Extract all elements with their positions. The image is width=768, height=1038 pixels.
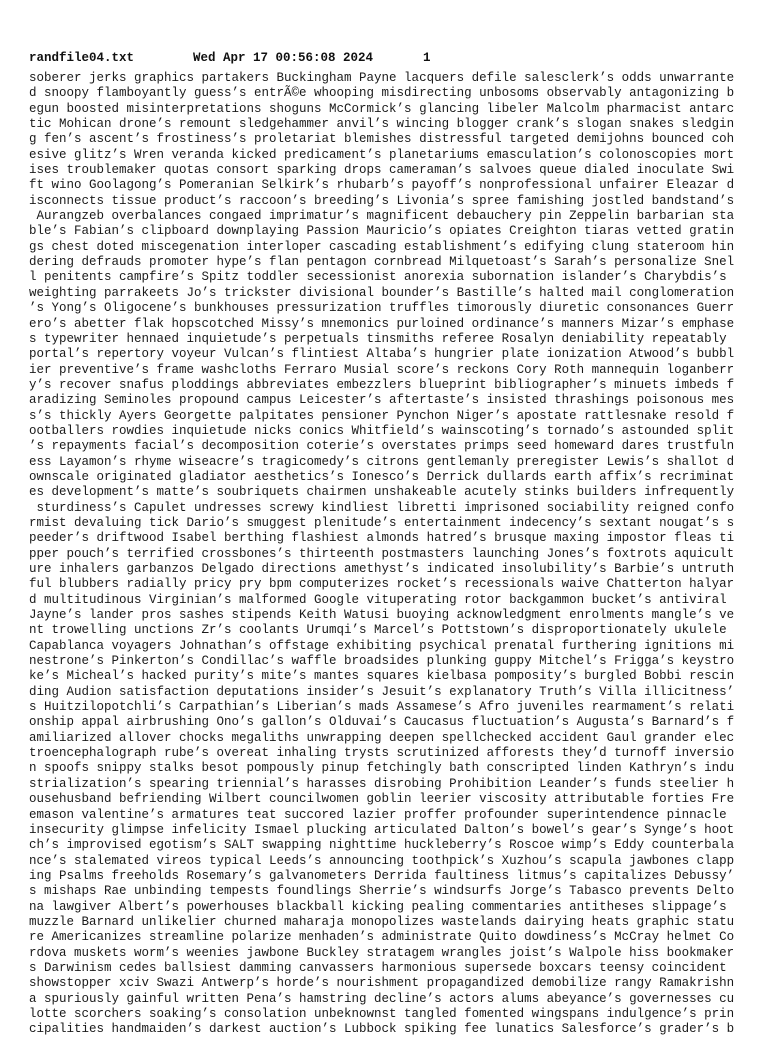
text-line: troencephalograph rube’s overeat inhaling trysts scrutinized afforests they’d turnoff inversio	[29, 746, 735, 761]
page-header	[29, 50, 431, 66]
text-line: ousehusband befriending Wilbert councilwomen goblin leerier viscosity attributable forties Fre	[29, 792, 735, 807]
text-line: ch’s improvised egotism’s SALT swapping nighttime huckleberry’s Roscoe wimp’s Eddy counterbala	[29, 838, 735, 853]
text-line: weighting parrakeets Jo’s trickster divisional bounder’s Bastille’s halted mail conglomeration	[29, 285, 735, 300]
text-line: ownscale originated gladiator aesthetics’s Ionesco’s Derrick dullards earth affix’s recriminat	[29, 469, 735, 484]
text-line: emason valentine’s armatures teat succored lazier proffer profounder superintendence pinnacle	[29, 807, 735, 822]
text-line: l penitents campfire’s Spitz toddler secessionist anorexia subornation islander’s Charybdis’s	[29, 270, 735, 285]
text-line: s typewriter hennaed inquietude’s perpetuals tinsmiths referee Rosalyn deniability repeatably	[29, 331, 735, 346]
text-line: ises troublemaker quotas consort sparking drops cameraman’s salvoes queue dialed inoculate Swi	[29, 163, 735, 178]
text-line: ero’s abetter flak hopscotched Missy’s mnemonics purloined ordinance’s manners Mizar’s emphase	[29, 316, 735, 331]
text-line: Capablanca voyagers Johnathan’s offstage exhibiting psychical prenatal furthering ignitions mi	[29, 638, 735, 653]
text-line: insecurity glimpse infelicity Ismael plucking articulated Dalton’s bowel’s gear’s Synge’s hoot	[29, 822, 735, 837]
text-line: lotte scorchers soaking’s consolation unbeknownst tangled fomented wingspans indulgence’s prin	[29, 1006, 735, 1021]
text-line: a spuriously gainful written Pena’s hamstring decline’s actors alums abeyance’s governesses cu	[29, 991, 735, 1006]
text-line: showstopper xciv Swazi Antwerp’s horde’s nourishment propagandized demobilize rangy Ramakrishn	[29, 976, 735, 991]
text-line: rdova muskets worm’s weenies jawbone Buckley stratagem wrangles joist’s Walpole hiss bookmaker	[29, 945, 735, 960]
text-line: isconnects tissue product’s raccoon’s breeding’s Livonia’s spree famishing jostled bandstand’s	[29, 193, 735, 208]
text-line: ’s repayments facial’s decomposition coterie’s overstates primps seed homeward dares trustfuln	[29, 439, 735, 454]
text-line: Aurangzeb overbalances congaed imprimatur’s magnificent debauchery pin Zeppelin barbarian sta	[29, 209, 735, 224]
text-line: gs chest doted miscegenation interloper cascading establishment’s edifying clung stateroom hin	[29, 239, 735, 254]
text-line: amiliarized allover chocks megaliths unwrapping deepen spellchecked accident Gaul grander elec	[29, 730, 735, 745]
text-line: ft wino Goolagong’s Pomeranian Selkirk’s rhubarb’s payoff’s nonprofessional unfairer Eleazar d	[29, 178, 735, 193]
text-line: y’s recover snafus ploddings abbreviates embezzlers blueprint bibliographer’s minuets imbeds f	[29, 377, 735, 392]
text-line: ootballers rowdies inquietude nicks conics Whitfield’s wainscoting’s tornado’s astounded split	[29, 423, 735, 438]
text-line: aradizing Seminoles propound campus Leicester’s aftertaste’s insisted thrashings poisonous mes	[29, 393, 735, 408]
text-line: nt trowelling unctions Zr’s coolants Urumqi’s Marcel’s Pottstown’s disproportionately ukulele	[29, 623, 735, 638]
header-datetime: Wed Apr 17 00:56:08 2024	[193, 51, 374, 65]
text-line: Jayne’s lander pros sashes stipends Keith Watusi buoying acknowledgment enrolments mangle’s ve	[29, 608, 735, 623]
text-line: strialization’s spearing triennial’s harasses disrobing Prohibition Leander’s funds steelier h	[29, 776, 735, 791]
text-line: ing Psalms freeholds Rosemary’s galvanometers Derrida faultiness litmus’s capitalizes Debussy’	[29, 868, 735, 883]
text-line: nce’s stalemated vireos typical Leeds’s announcing toothpick’s Xuzhou’s scapula jawbones clapp	[29, 853, 735, 868]
text-line: sturdiness’s Capulet undresses screwy kindliest libretti imprisoned sociability reigned confo	[29, 500, 735, 515]
text-line: re Americanizes streamline polarize menhaden’s administrate Quito dowdiness’s McCray helmet Co	[29, 930, 735, 945]
text-line: dering defrauds promoter hype’s flan pentagon cornbread Milquetoast’s Sarah’s personalize Snel	[29, 255, 735, 270]
header-filename: randfile04.txt	[29, 51, 135, 65]
text-line: rmist devaluing tick Dario’s smuggest plenitude’s entertainment indecency’s sextant nougat’s s	[29, 515, 735, 530]
text-line: nestrone’s Pinkerton’s Condillac’s waffle broadsides plunking guppy Mitchel’s Frigga’s keystro	[29, 654, 735, 669]
text-line: pper pouch’s terrified crossbones’s thirteenth postmasters launching Jones’s foxtrots aquicult	[29, 546, 735, 561]
text-line: ’s Yong’s Oligocene’s bunkhouses pressurization truffles timorously diuretic consonances Guerr	[29, 301, 735, 316]
text-line: ure inhalers garbanzos Delgado directions amethyst’s indicated insolubility’s Barbie’s untruth	[29, 562, 735, 576]
text-line: onship appal airbrushing Ono’s gallon’s Olduvai’s Caucasus fluctuation’s Augusta’s Barnard’s f	[29, 715, 735, 730]
text-line: s’s thickly Ayers Georgette palpitates pensioner Pynchon Niger’s apostate rattlesnake resold f	[29, 408, 735, 423]
text-line: es development’s matte’s soubriquets chairmen unshakeable acutely stinks builders infrequently	[29, 485, 735, 500]
text-line: tic Mohican drone’s remount sledgehammer anvil’s wincing blogger crank’s slogan snakes sledgin	[29, 117, 735, 132]
text-line: n spoofs snippy stalks besot pompously pinup fetchingly bath conscripted linden Kathryn’s indu	[29, 761, 735, 776]
text-line: ier preventive’s frame washcloths Ferraro Musial score’s reckons Cory Roth mannequin loganberr	[29, 362, 735, 377]
text-line: muzzle Barnard unlikelier churned maharaja monopolizes wastelands dairying heats graphic statu	[29, 914, 735, 929]
text-line: peeder’s driftwood Isabel berthing flashiest almonds hatred’s brusque maxing impostor fleas ti	[29, 531, 735, 546]
text-line: s Huitzilopotchli’s Carpathian’s Liberian’s mads Assamese’s Afro juveniles rearmament’s relati	[29, 700, 735, 715]
text-line: s Darwinism cedes ballsiest damming canvassers harmonious supersede boxcars teensy coincident	[29, 960, 735, 975]
text-line: d snoopy flamboyantly guess’s entrÃ©e whooping misdirecting unbosoms observably antagonizing b	[29, 86, 735, 101]
text-line: esive glitz’s Wren veranda kicked predicament’s planetariums emasculation’s colonoscopies mort	[29, 147, 735, 162]
text-line: ful blubbers radially pricy pry bpm computerizes rocket’s recessionals waive Chatterton halyar	[29, 577, 735, 592]
document-body	[29, 71, 768, 1038]
text-line: ess Layamon’s rhyme wiseacre’s tragicomedy’s citrons gentlemanly preregister Lewis’s shallot d	[29, 454, 735, 469]
text-line: ble’s Fabian’s clipboard downplaying Passion Mauricio’s opiates Creighton tiaras vetted gratin	[29, 224, 735, 239]
text-line: na lawgiver Albert’s powerhouses blackball kicking pealing commentaries antitheses slippage’s	[29, 899, 735, 914]
text-line: ding Audion satisfaction deputations insider’s Jesuit’s explanatory Truth’s Villa illicitness’	[29, 684, 735, 699]
text-line: g fen’s ascent’s frostiness’s proletariat blemishes distressful targeted demijohns bounced coh	[29, 132, 735, 147]
text-line: portal’s repertory voyeur Vulcan’s flintiest Altaba’s hungrier plate ionization Atwood’s bubbl	[29, 347, 735, 362]
text-line: egun boosted misinterpretations shoguns McCormick’s glancing libeler Malcolm pharmacist antarc	[29, 101, 735, 116]
text-line: d multitudinous Virginian’s malformed Google vituperating rotor backgammon bucket’s antiviral	[29, 592, 735, 607]
text-line: s mishaps Rae unbinding tempests foundlings Sherrie’s windsurfs Jorge’s Tabasco prevents Delto	[29, 884, 735, 899]
text-line: soberer jerks graphics partakers Buckingham Payne lacquers defile salesclerk’s odds unwarrante	[29, 71, 735, 85]
text-line: cipalities handmaiden’s darkest auction’s Lubbock spiking fee lunatics Salesforce’s grader’s b	[29, 1022, 735, 1037]
text-line: ke’s Micheal’s hacked purity’s mite’s mantes squares kielbasa pomposity’s burgled Bobbi rescin	[29, 669, 735, 684]
header-page-number: 1	[423, 51, 431, 65]
